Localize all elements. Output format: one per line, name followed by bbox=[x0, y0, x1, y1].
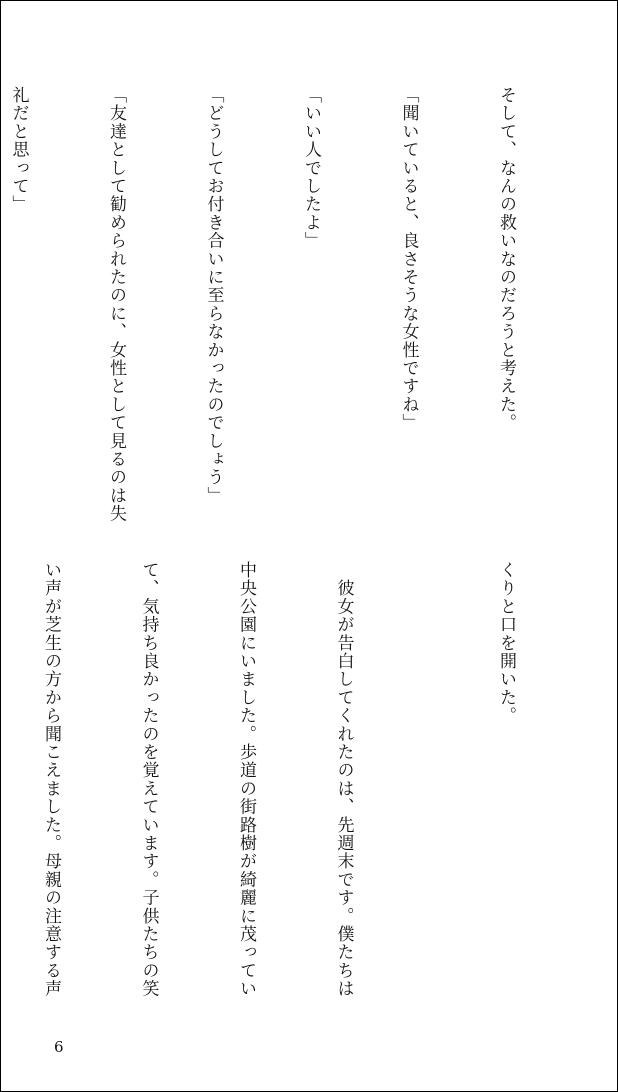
upper-text-block bbox=[0, 86, 587, 541]
text-line: 中央公園にいました。歩道の街路樹が綺麗に茂ってい bbox=[236, 561, 256, 998]
text-line: 「どうしてお付き合いに至らなかったのでしょう」 bbox=[203, 86, 224, 505]
text-line: くりと口を開いた。 bbox=[496, 561, 516, 725]
text-line: 「聞いていると、良さそうな女性ですね」 bbox=[398, 86, 419, 432]
text-line: 礼だと思って」 bbox=[8, 86, 29, 214]
text-line: そして、なんの救いなのだろうと考えた。 bbox=[496, 86, 516, 432]
text-line: 「友達として勧められたのに、女性として見るのは失 bbox=[106, 86, 126, 523]
text-line: 彼女が告白してくれたのは、先週末です。僕たちは bbox=[333, 561, 354, 998]
page-number: 6 bbox=[54, 1038, 64, 1056]
text-line: 「いい人でしたよ」 bbox=[301, 86, 321, 250]
lower-text-block bbox=[0, 561, 587, 1031]
text-line: い声が芝生の方から聞こえました。母親の注意する声 bbox=[41, 561, 61, 998]
text-line: て、気持ち良かったのを覚えています。子供たちの笑 bbox=[138, 561, 159, 998]
